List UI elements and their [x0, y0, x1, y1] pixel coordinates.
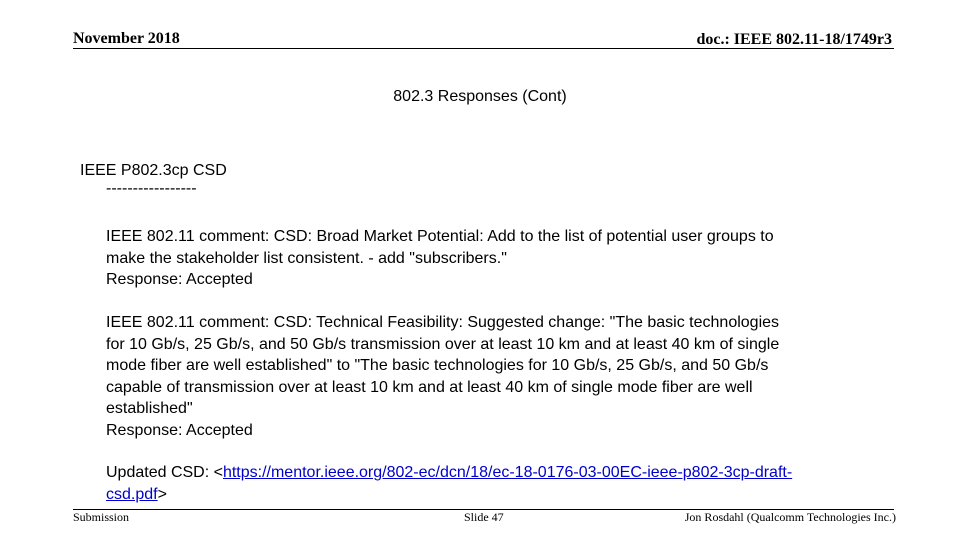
csd-link-part1[interactable]: https://mentor.ieee.org/802-ec/dcn/18/ec-18-0176-03-00EC-ieee-p802-3cp-draft- — [222, 464, 793, 481]
footer-submission: Submission — [73, 510, 130, 524]
updated-csd-line2 — [106, 484, 896, 506]
updated-csd-line1 — [106, 462, 896, 484]
comment-broad-market — [106, 226, 896, 291]
updated-csd — [106, 462, 896, 505]
header-divider — [73, 48, 894, 49]
comment-line: established" — [106, 400, 193, 418]
header-date: November 2018 — [73, 30, 180, 47]
response-text: Response: Accepted — [106, 421, 253, 439]
slide-title: 802.3 Responses (Cont) — [393, 88, 567, 105]
comment-line: IEEE 802.11 comment: CSD: Technical Feasibility: Suggested change: "The basic technologies — [106, 314, 780, 331]
slide-subtitle: IEEE P802.3cp CSD — [80, 162, 227, 179]
separator-dashes: ----------------- — [106, 180, 197, 197]
comment-line: IEEE 802.11 comment: CSD: Broad Market Potential: Add to the list of potential user groups to — [106, 228, 774, 245]
updated-csd-prefix: Updated CSD: < — [106, 464, 223, 481]
comment-technical-feasibility — [106, 312, 896, 442]
comment-line: make the stakeholder list consistent. - add "subscribers." — [106, 249, 507, 267]
updated-csd-suffix: > — [157, 485, 167, 503]
response-text: Response: Accepted — [106, 271, 253, 289]
comment-line: for 10 Gb/s, 25 Gb/s, and 50 Gb/s transmission over at least 10 km and at least 40 km of single — [106, 335, 780, 353]
footer-author: Jon Rosdahl (Qualcomm Technologies Inc.) — [684, 510, 896, 524]
footer-slide-number: Slide 47 — [464, 510, 504, 524]
header-doc-id: doc.: IEEE 802.11-18/1749r3 — [696, 31, 892, 48]
csd-link-part2[interactable]: csd.pdf — [106, 485, 158, 503]
comment-line: mode fiber are well established" to "The basic technologies for 10 Gb/s, 25 Gb/s, and 50 Gb/s — [106, 357, 769, 375]
comment-line: capable of transmission over at least 10 km and at least 40 km of single mode fiber are well — [106, 378, 753, 396]
